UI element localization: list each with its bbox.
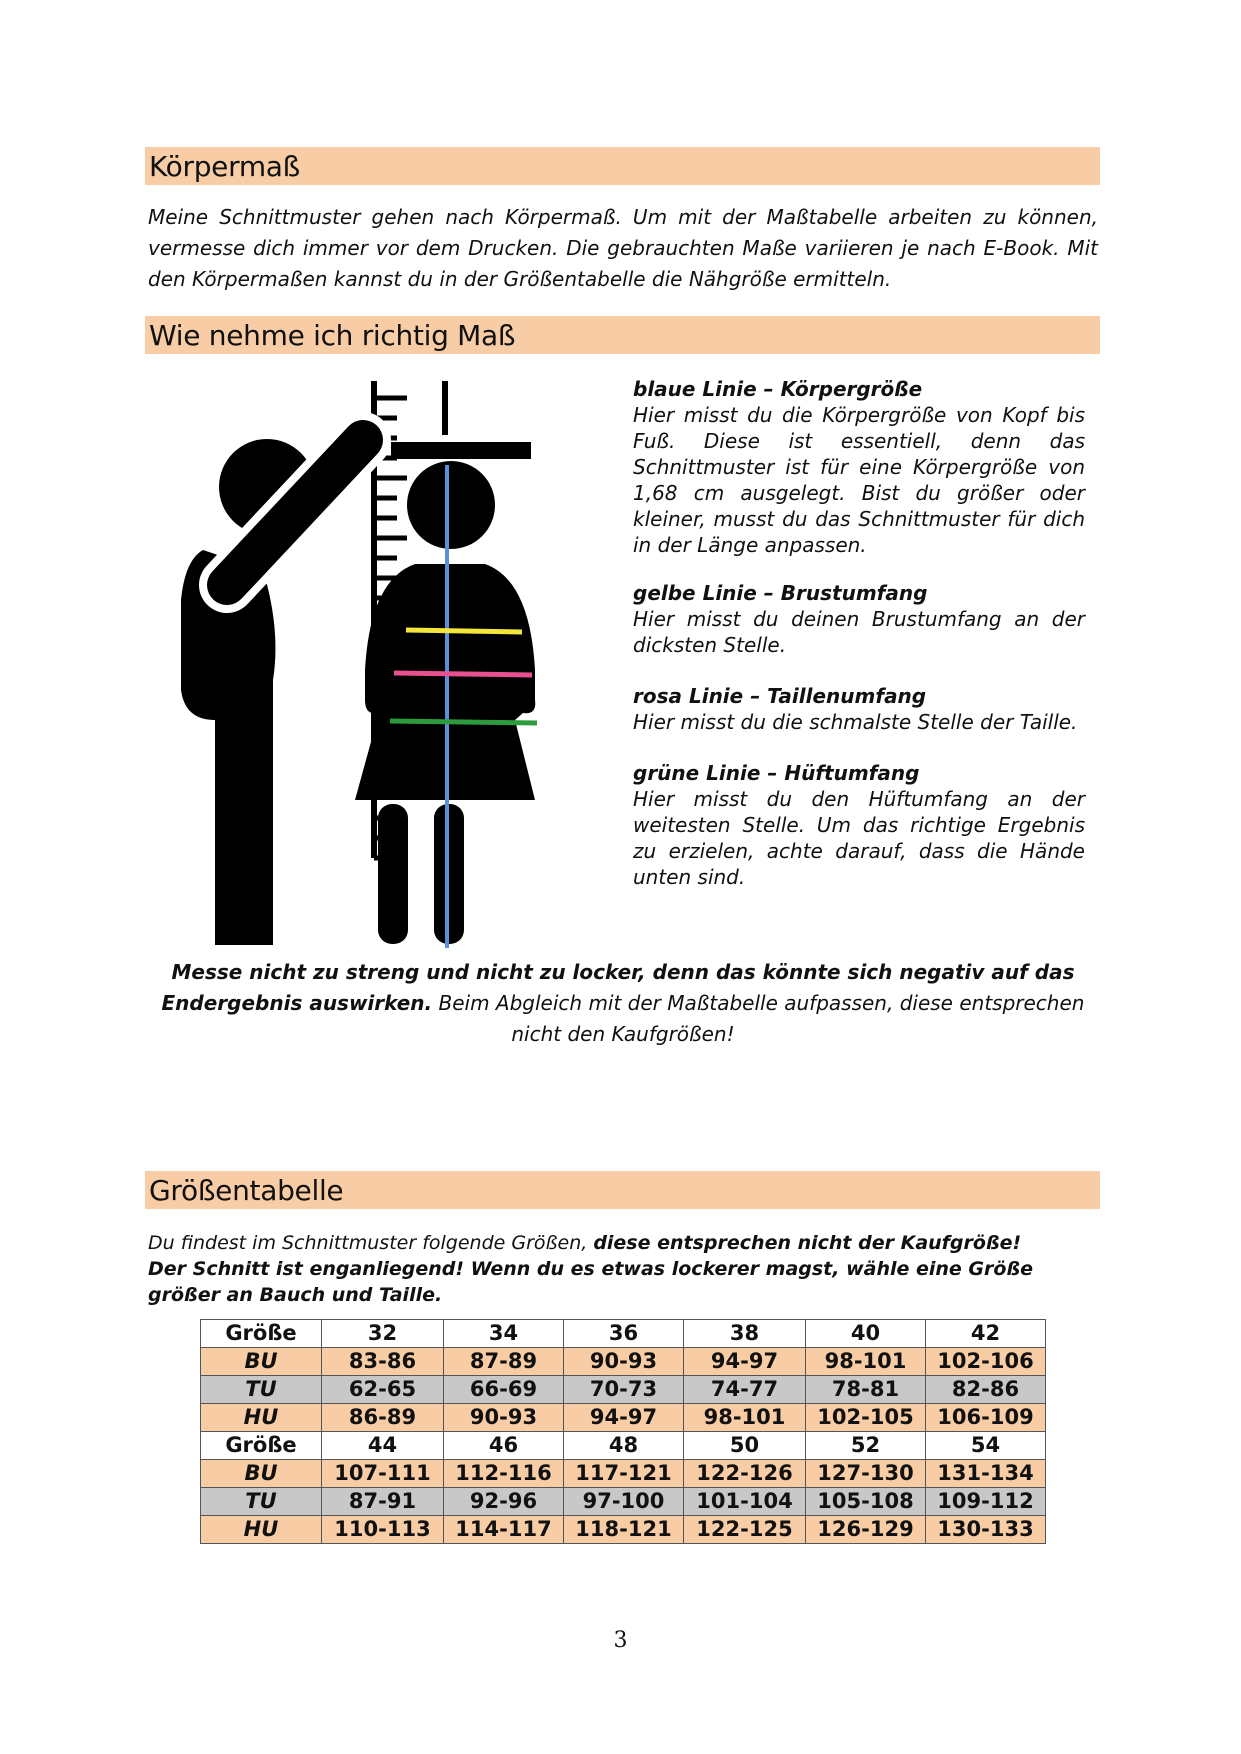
size-cell: 106-109 [926, 1404, 1046, 1432]
size-cell: 110-113 [322, 1516, 444, 1544]
section-header-groessentabelle [145, 1171, 1100, 1209]
size-cell: 87-89 [444, 1348, 564, 1376]
section-title: Größentabelle [149, 1174, 344, 1207]
size-header-row [201, 1320, 1046, 1348]
size-cell: 90-93 [444, 1404, 564, 1432]
size-intro-c: Der Schnitt ist enganliegend! Wenn du es etwas lockerer magst, wähle eine Größe größer an Bauch und Taille. [148, 1258, 1034, 1306]
measure-item-heading: gelbe Linie – Brustumfang [633, 581, 928, 605]
size-cell: 70-73 [564, 1376, 684, 1404]
measuring-figure-illustration [145, 380, 615, 955]
size-row-bu [201, 1348, 1046, 1376]
size-cell: 66-69 [444, 1376, 564, 1404]
hip-line [390, 721, 537, 723]
section-header-mass [145, 316, 1100, 354]
size-header-label: Größe [201, 1432, 322, 1460]
size-cell: 127-130 [806, 1460, 926, 1488]
size-row-hu [201, 1404, 1046, 1432]
size-row-tu [201, 1376, 1046, 1404]
measure-item-hip [633, 760, 1085, 890]
page-number: 3 [613, 1628, 628, 1653]
size-header-cell: 44 [322, 1432, 444, 1460]
size-row-label: BU [201, 1348, 322, 1376]
size-cell: 94-97 [564, 1404, 684, 1432]
size-cell: 126-129 [806, 1516, 926, 1544]
size-header-cell: 38 [684, 1320, 806, 1348]
size-cell: 86-89 [322, 1404, 444, 1432]
measure-item-text: Hier misst du die Körpergröße von Kopf bis Fuß. Diese ist essentiell, denn das Schnittmuster ist für eine Körpergröße von 1,68 cm ausgelegt. Bist du größer oder kleiner, musst du das Schnittmuster für dich in der Länge anpassen. [633, 403, 1085, 557]
size-header-cell: 40 [806, 1320, 926, 1348]
size-cell: 107-111 [322, 1460, 444, 1488]
person-measuring-icon [181, 439, 363, 945]
size-cell: 101-104 [684, 1488, 806, 1516]
measure-item-height [633, 376, 1085, 558]
size-header-cell: 48 [564, 1432, 684, 1460]
size-cell: 131-134 [926, 1460, 1046, 1488]
section-title: Wie nehme ich richtig Maß [149, 319, 516, 352]
size-cell: 98-101 [806, 1348, 926, 1376]
size-header-label: Größe [201, 1320, 322, 1348]
measure-item-text: Hier misst du die schmalste Stelle der Taille. [633, 710, 1078, 734]
size-header-cell: 36 [564, 1320, 684, 1348]
size-header-cell: 54 [926, 1432, 1046, 1460]
measure-item-bust [633, 580, 1085, 658]
size-intro-b: diese entsprechen nicht der Kaufgröße! [593, 1232, 1022, 1254]
size-cell: 87-91 [322, 1488, 444, 1516]
size-table [200, 1319, 1046, 1544]
size-header-cell: 34 [444, 1320, 564, 1348]
size-cell: 122-125 [684, 1516, 806, 1544]
size-row-hu [201, 1516, 1046, 1544]
size-cell: 97-100 [564, 1488, 684, 1516]
bust-line [406, 630, 522, 632]
size-cell: 105-108 [806, 1488, 926, 1516]
size-header-cell: 32 [322, 1320, 444, 1348]
size-cell: 102-105 [806, 1404, 926, 1432]
measure-note [148, 957, 1098, 1050]
measure-item-waist [633, 683, 1085, 735]
measure-note-bold: Messe nicht zu streng und nicht zu locker, denn das könnte sich negativ auf das Endergebnis auswirken. [161, 960, 1075, 1015]
size-header-cell: 50 [684, 1432, 806, 1460]
section-header-koerpermass [145, 147, 1100, 185]
size-row-label: TU [201, 1488, 322, 1516]
size-cell: 78-81 [806, 1376, 926, 1404]
koerpermass-text: Meine Schnittmuster gehen nach Körpermaß. Um mit der Maßtabelle arbeiten zu können, vermesse dich immer vor dem Drucken. Die gebrauchten Maße variieren je nach E-Book. Mit den Körpermaßen kannst du in der Größentabelle die Nähgröße ermitteln. [148, 205, 1098, 291]
size-cell: 90-93 [564, 1348, 684, 1376]
measure-item-heading: rosa Linie – Taillenumfang [633, 684, 927, 708]
measure-item-text: Hier misst du den Hüftumfang an der weitesten Stelle. Um das richtige Ergebnis zu erzielen, achte darauf, dass die Hände unten sind. [633, 787, 1085, 889]
size-row-label: TU [201, 1376, 322, 1404]
size-header-cell: 42 [926, 1320, 1046, 1348]
size-row-bu [201, 1460, 1046, 1488]
size-header-cell: 52 [806, 1432, 926, 1460]
size-table-intro [148, 1230, 1103, 1308]
size-cell: 109-112 [926, 1488, 1046, 1516]
size-cell: 130-133 [926, 1516, 1046, 1544]
size-header-cell: 46 [444, 1432, 564, 1460]
size-row-label: BU [201, 1460, 322, 1488]
size-cell: 82-86 [926, 1376, 1046, 1404]
size-cell: 74-77 [684, 1376, 806, 1404]
size-cell: 92-96 [444, 1488, 564, 1516]
size-cell: 117-121 [564, 1460, 684, 1488]
size-cell: 118-121 [564, 1516, 684, 1544]
size-header-row [201, 1432, 1046, 1460]
size-cell: 94-97 [684, 1348, 806, 1376]
size-cell: 112-116 [444, 1460, 564, 1488]
measure-item-text: Hier misst du deinen Brustumfang an der dicksten Stelle. [633, 607, 1085, 657]
size-cell: 122-126 [684, 1460, 806, 1488]
size-intro-a: Du findest im Schnittmuster folgende Größen, [148, 1232, 594, 1254]
size-cell: 83-86 [322, 1348, 444, 1376]
size-row-label: HU [201, 1516, 322, 1544]
measure-item-heading: grüne Linie – Hüftumfang [633, 761, 920, 785]
size-row-tu [201, 1488, 1046, 1516]
size-cell: 98-101 [684, 1404, 806, 1432]
size-cell: 114-117 [444, 1516, 564, 1544]
size-cell: 102-106 [926, 1348, 1046, 1376]
section-title: Körpermaß [149, 150, 300, 183]
measure-note-rest: Beim Abgleich mit der Maßtabelle aufpassen, diese entsprechen nicht den Kaufgrößen! [432, 991, 1085, 1046]
waist-line [394, 673, 532, 675]
size-cell: 62-65 [322, 1376, 444, 1404]
measure-item-heading: blaue Linie – Körpergröße [633, 377, 923, 401]
size-row-label: HU [201, 1404, 322, 1432]
